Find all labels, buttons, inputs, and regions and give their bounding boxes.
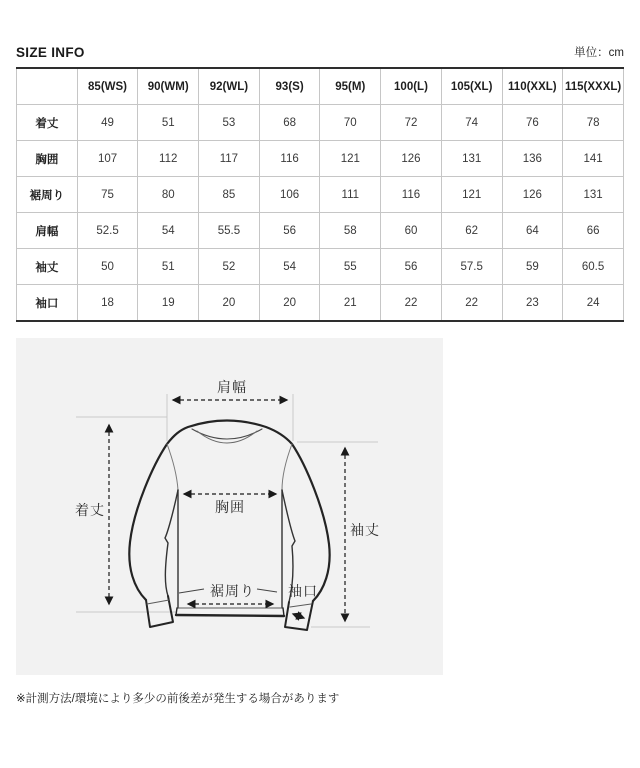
diagram-label-sleeve-length: 袖丈 [350,522,380,538]
size-column-header: 105(XL) [441,68,502,105]
size-value-cell: 68 [259,105,320,141]
size-value-cell: 52 [199,249,260,285]
size-value-cell: 57.5 [441,249,502,285]
size-value-cell: 19 [138,285,199,322]
size-table-body [17,105,624,322]
size-value-cell: 106 [259,177,320,213]
row-label: 袖丈 [17,249,78,285]
size-column-header: 95(M) [320,68,381,105]
size-value-cell: 121 [441,177,502,213]
unit-label: 単位：cm [574,47,624,59]
size-value-cell: 24 [563,285,624,322]
size-value-cell: 55.5 [199,213,260,249]
size-column-header: 85(WS) [77,68,138,105]
size-value-cell: 121 [320,141,381,177]
size-value-cell: 75 [77,177,138,213]
table-row [17,141,624,177]
size-value-cell: 126 [381,141,442,177]
header-row [17,68,624,105]
size-table-head [17,68,624,105]
cuff-arrow [293,614,304,618]
size-column-header: 93(S) [259,68,320,105]
size-value-cell: 22 [441,285,502,322]
size-value-cell: 116 [259,141,320,177]
row-label: 肩幅 [17,213,78,249]
diagram-label-shoulder-width: 肩幅 [217,379,247,395]
size-value-cell: 141 [563,141,624,177]
size-value-cell: 126 [502,177,563,213]
size-value-cell: 66 [563,213,624,249]
measurement-diagram [16,338,443,675]
size-value-cell: 53 [199,105,260,141]
diagram-label-chest: 胸囲 [215,499,245,515]
size-value-cell: 21 [320,285,381,322]
size-value-cell: 62 [441,213,502,249]
size-column-header: 110(XXL) [502,68,563,105]
size-value-cell: 72 [381,105,442,141]
table-row [17,249,624,285]
diagram-label-body-length: 着丈 [75,502,105,518]
size-value-cell: 131 [563,177,624,213]
size-column-header: 90(WM) [138,68,199,105]
size-value-cell: 51 [138,249,199,285]
size-value-cell: 117 [199,141,260,177]
row-label: 袖口 [17,285,78,322]
size-value-cell: 85 [199,177,260,213]
size-value-cell: 20 [259,285,320,322]
size-value-cell: 54 [138,213,199,249]
size-value-cell: 56 [381,249,442,285]
row-label: 胸囲 [17,141,78,177]
size-value-cell: 74 [441,105,502,141]
size-value-cell: 51 [138,105,199,141]
size-value-cell: 59 [502,249,563,285]
table-row [17,213,624,249]
size-value-cell: 64 [502,213,563,249]
size-table [16,67,624,322]
size-value-cell: 111 [320,177,381,213]
row-label: 着丈 [17,105,78,141]
size-value-cell: 23 [502,285,563,322]
size-value-cell: 55 [320,249,381,285]
size-value-cell: 60 [381,213,442,249]
size-column-header: 92(WL) [199,68,260,105]
size-value-cell: 76 [502,105,563,141]
size-value-cell: 80 [138,177,199,213]
size-value-cell: 78 [563,105,624,141]
size-value-cell: 131 [441,141,502,177]
size-value-cell: 20 [199,285,260,322]
size-value-cell: 60.5 [563,249,624,285]
diagram-label-cuff: 袖口 [288,583,318,599]
size-value-cell: 70 [320,105,381,141]
size-value-cell: 112 [138,141,199,177]
size-value-cell: 116 [381,177,442,213]
table-row [17,285,624,322]
size-value-cell: 22 [381,285,442,322]
size-value-cell: 50 [77,249,138,285]
diagram-label-hem: 裾周り [210,583,255,599]
size-value-cell: 49 [77,105,138,141]
row-label: 裾周り [17,177,78,213]
size-column-header: 115(XXXL) [563,68,624,105]
size-value-cell: 136 [502,141,563,177]
size-column-header: 100(L) [381,68,442,105]
page-header [16,44,624,60]
table-row [17,177,624,213]
page-title: SIZE INFO [16,45,85,60]
size-value-cell: 54 [259,249,320,285]
size-value-cell: 56 [259,213,320,249]
table-row [17,105,624,141]
size-value-cell: 18 [77,285,138,322]
corner-cell [17,68,78,105]
size-value-cell: 107 [77,141,138,177]
size-value-cell: 58 [320,213,381,249]
size-value-cell: 52.5 [77,213,138,249]
footnote: ※計測方法/環境により多少の前後差が発生する場合があります [16,693,340,705]
